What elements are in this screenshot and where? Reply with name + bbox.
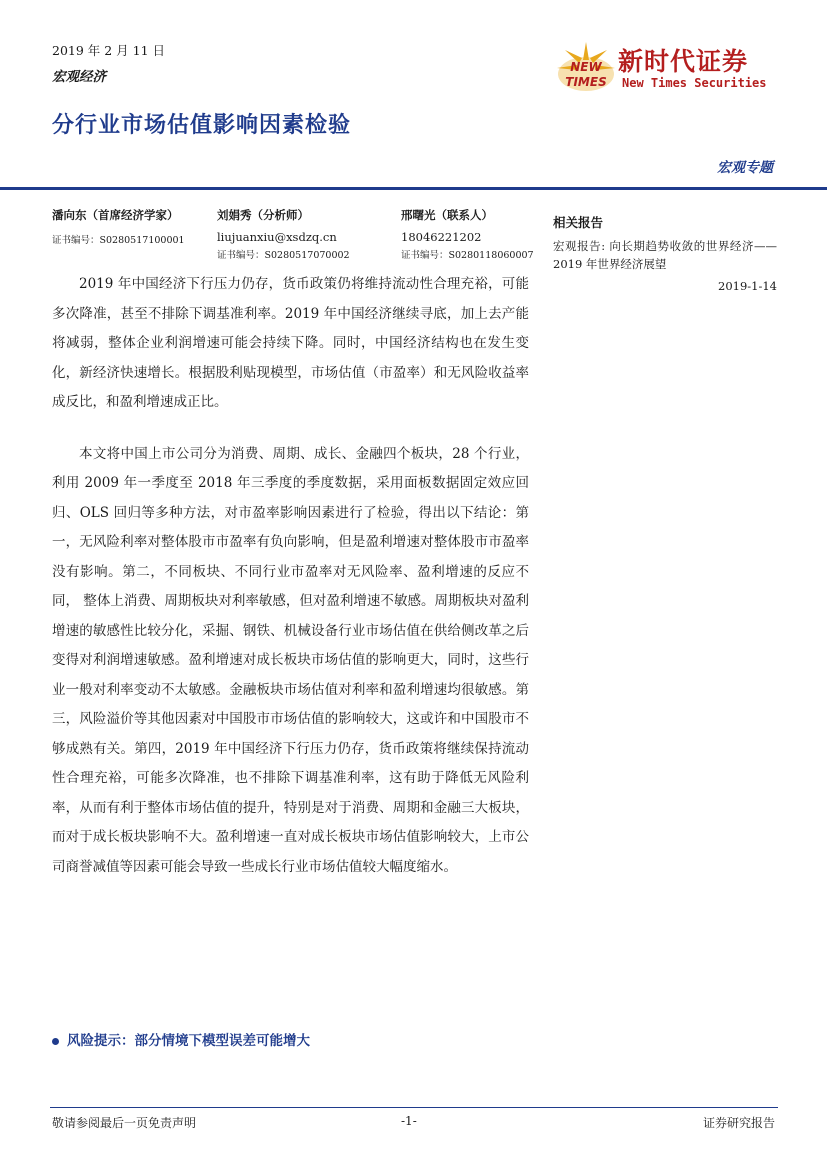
report-body bbox=[52, 270, 529, 882]
body-paragraph: 2019 年中国经济下行压力仍存，货币政策仍将维持流动性合理充裕，可能多次降准，甚至不排除下调基准利率。2019 年中国经济继续寻底，加上去产能将减弱，整体企业利润增速可能会持续下降。同时，中国经济结构也在发生变化，新经济快速增长。根据股利贴现模型，市场估值（市盈率）和无风险收益率成反比，和盈利增速成正比。 bbox=[52, 276, 529, 410]
report-date: 2019 年 2 月 11 日 bbox=[52, 43, 166, 58]
header-divider bbox=[0, 187, 827, 190]
related-reports bbox=[553, 213, 777, 293]
author-block bbox=[52, 207, 185, 246]
report-category: 宏观经济 bbox=[52, 69, 106, 85]
page-number: -1- bbox=[401, 1114, 417, 1128]
footer-divider bbox=[50, 1107, 778, 1108]
author-name: 刘娟秀（分析师） bbox=[217, 208, 309, 222]
logo-name-cn: 新时代证券 bbox=[618, 47, 749, 76]
bullet-icon bbox=[52, 1038, 59, 1045]
logo-name-en: New Times Securities bbox=[622, 76, 767, 90]
author-name: 潘向东（首席经济学家） bbox=[52, 208, 179, 222]
author-cert: 证书编号：S0280517070002 bbox=[217, 250, 350, 261]
related-report-title[interactable]: 宏观报告: 向长期趋势收敛的世界经济——2019 年世界经济展望 bbox=[553, 239, 777, 271]
footer-report-label: 证券研究报告 bbox=[702, 1116, 775, 1130]
page-title: 分行业市场估值影响因素检验 bbox=[52, 112, 352, 138]
author-name: 邢曙光（联系人） bbox=[401, 208, 493, 222]
new-times-logo-icon bbox=[555, 40, 617, 96]
author-cert: 证书编号：S0280118060007 bbox=[401, 250, 534, 261]
logo-emblem-text-bottom: TIMES bbox=[565, 75, 607, 89]
related-reports-header: 相关报告 bbox=[553, 215, 604, 230]
report-type-label: 宏观专题 bbox=[717, 160, 773, 176]
author-cert: 证书编号：S0280517100001 bbox=[52, 235, 185, 246]
author-block bbox=[217, 207, 350, 261]
author-email[interactable]: liujuanxiu@xsdzq.cn bbox=[217, 230, 337, 244]
body-paragraph: 本文将中国上市公司分为消费、周期、成长、金融四个板块，28 个行业，利用 2009 年一季度至 2018 年三季度的季度数据，采用面板数据固定效应回归、OLS 回归等多种方法，对市盈率影响因素进行了检验，得出以下结论：第一，无风险利率对整体股市市盈率有负向影响，但是盈利增速对整体股市市盈率没有影响。第二，不同板块、不同行业市盈率对无风险率、盈利增速的反应不同， 整体上消费、周期板块对利率敏感，但对盈利增速不敏感。周期板块对盈利增速的敏感性比较分化，采掘、钢铁、机械设备行业市场估值在供给侧改革之后变得对利润增速敏感。盈利增速对成长板块市场估值的影响更大，同时，这些行业一般对利率变动不太敏感。金融板块市场估值对利率和盈利增速均很敏感。第三，风险溢价等其他因素对中国股市市场估值的影响较大，这或许和中国股市不够成熟有关。第四，2019 年中国经济下行压力仍存，货币政策将继续保持流动性合理充裕，可能多次降准，也不排除下调基准利率，这有助于降低无风险利率，从而有利于整体市场估值的提升，特别是对于消费、周期和金融三大板块，而对于成长板块影响不大。盈利增速一直对成长板块市场估值影响较大，上市公司商誉减值等因素可能会导致一些成长行业市场估值较大幅度缩水。 bbox=[52, 445, 529, 875]
author-block bbox=[401, 207, 534, 261]
risk-warning bbox=[52, 1029, 310, 1049]
author-phone: 18046221202 bbox=[401, 230, 482, 244]
related-report-date: 2019-1-14 bbox=[718, 279, 777, 293]
logo-emblem-text-top: NEW bbox=[570, 60, 602, 74]
risk-warning-text: 风险提示：部分情境下模型误差可能增大 bbox=[67, 1033, 310, 1049]
footer-disclaimer: 敬请参阅最后一页免责声明 bbox=[52, 1116, 197, 1130]
